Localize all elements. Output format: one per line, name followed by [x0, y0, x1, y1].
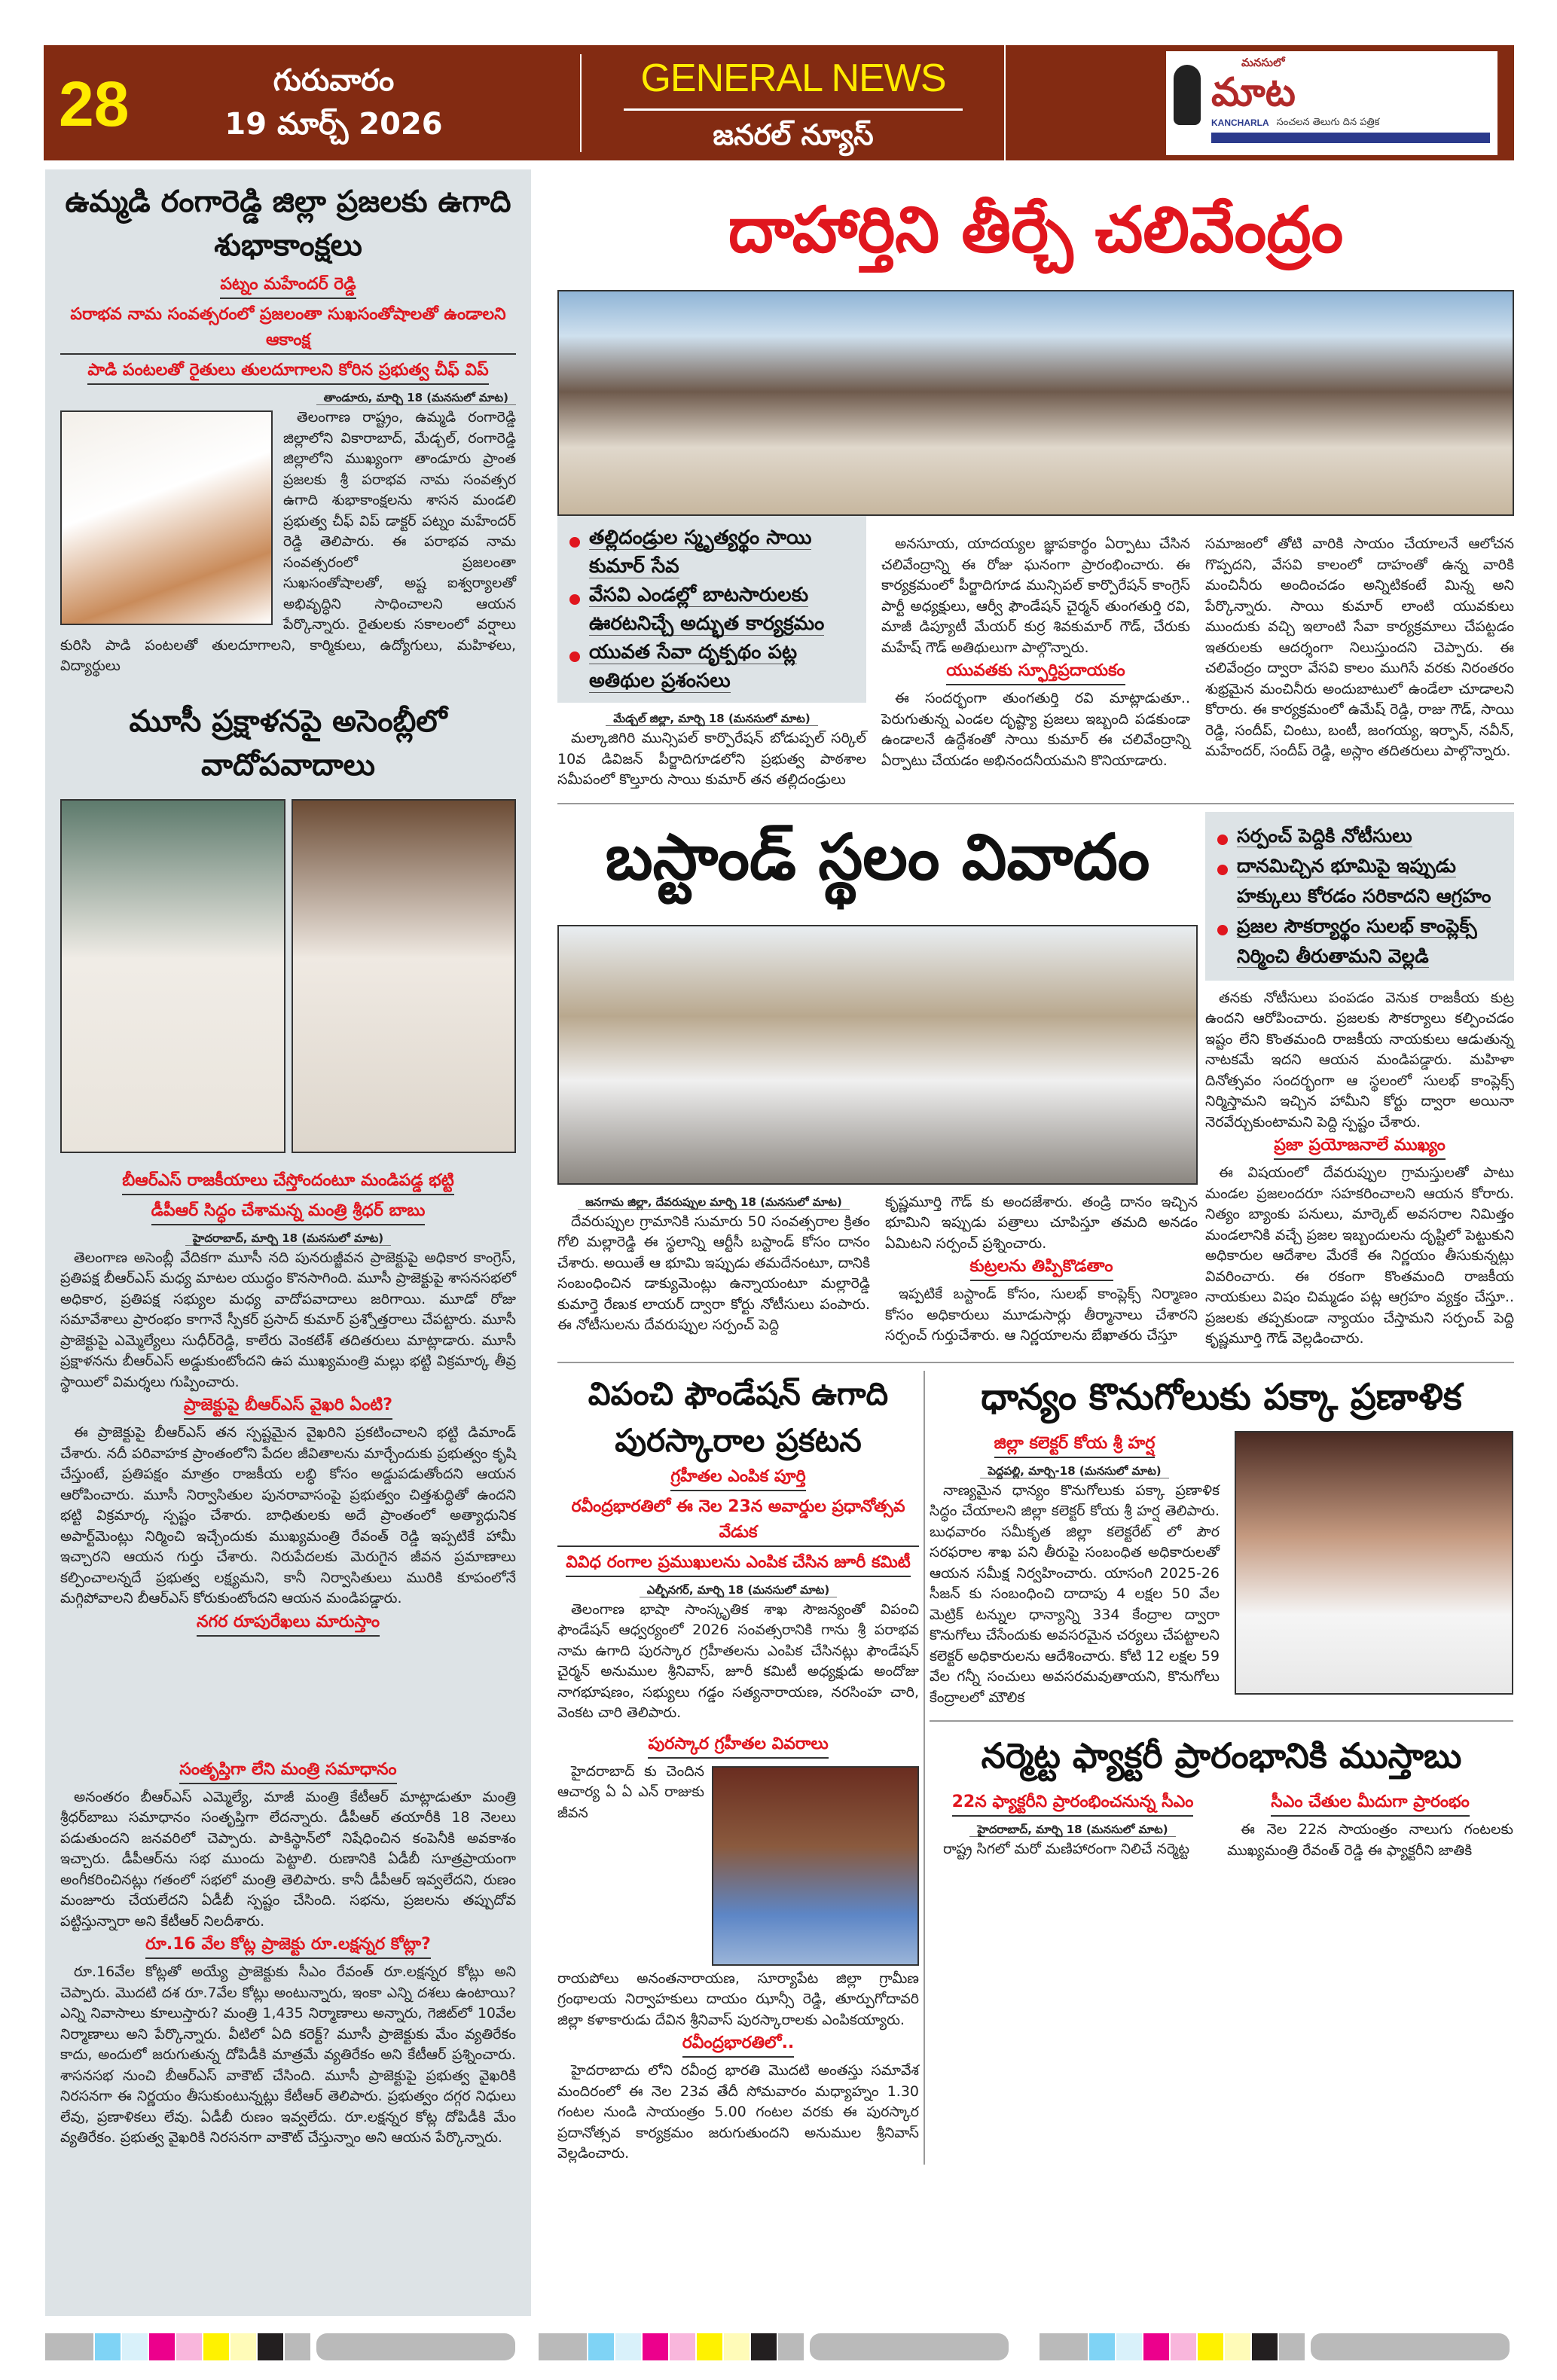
- article-body: అనంతరం బీఆర్ఎస్ ఎమ్మెల్యే, మాజీ మంత్రి కేటీఆర్ మాట్లాడుతూ మంత్రి శ్రీధర్‌బాబు సమాధానం సంతృప్తిగా లేదన్నారు. డీపీఆర్ తయారీకి 18 నెలలు పడుతుందని జనవరిలో చెప్పారు. పాకిస్థాన్‌లో నిషేధించిన కంపెనీకి అవకాశం ఇచ్చారు. డీపీఆర్‌ను సభ ముందు పెట్టాలి. రుణానికి ఏడీబీ సూత్రప్రాయంగా అంగీకరించినట్లు గతంలో సభలో మంత్రి తెలిపారు. కానీ డీపీఆర్ ఇవ్వలేదని, రుణం మంజూరు చేయలేదని ఏడీబీ స్పష్టం చేసింది. సభను, ప్రజలను తప్పుదోవ పట్టిస్తున్నారా అని కేటీఆర్ నిలదీశారు.: [60, 1788, 516, 1930]
- subheadline: ప్రజా ప్రయోజనాలే ముఖ్యం: [1274, 1133, 1446, 1160]
- article-body: ఈ విషయంలో దేవరుప్పుల గ్రామస్తులతో పాటు మండల ప్రజలందరూ సహకరించాలని ఆయన కోరారు. నిత్యం బ్యాంకు పనులు, మార్కెట్ అవసరాల నిమిత్తం మండలానికి వచ్చే ప్రజల ఇబ్బందులను దృష్టిలో పెట్టుకుని అధికారుల ఆదేశాల మేరకే ఈ నిర్ణయం తీసుకున్నట్లు వివరించారు. ఈ రకంగా కొంతమంది రాజకీయ నాయకులు విషం చిమ్మడం పట్ల ఆగ్రహం వ్యక్తం చేస్తూ.. ప్రజలకు తప్పకుండా న్యాయం చేస్తామని సర్పంచ్ పెద్ది కృష్ణమూర్తి గౌడ్ వెల్లడించారు.: [1205, 1164, 1514, 1347]
- highlight-item: తల్లిదండ్రుల స్మృత్యర్థం సాయి కుమార్ సేవ: [565, 523, 859, 581]
- highlight-item: దానమిచ్చిన భూమిపై ఇప్పుడు హక్కులు కోరడం సరికాదని ఆగ్రహం: [1213, 851, 1507, 911]
- article-vipanchi: [557, 1371, 919, 2165]
- headline-narmetta: నర్మెట్ట ఫ్యాక్టరీ ప్రారంభానికి ముస్తాబు: [981, 1735, 1462, 1776]
- article-musi-assembly: [60, 700, 516, 2149]
- dhanyam-text: [930, 1431, 1220, 1709]
- logo-brand: KANCHARLA: [1211, 117, 1269, 128]
- bottom-section: [557, 1371, 1514, 2165]
- subheadline: పురస్కార గ్రహీతల వివరాలు: [648, 1732, 828, 1759]
- highlight-item: యువత సేవా దృక్పథం పట్ల అతిథుల ప్రశంసలు: [565, 638, 859, 695]
- color-swatch: [203, 2333, 229, 2360]
- divider: [924, 1371, 925, 2165]
- color-swatch: [45, 2333, 93, 2360]
- divider: [930, 1720, 1513, 1722]
- subheadline: రవీంద్రభారతిలో..: [682, 2031, 795, 2058]
- article-body: రాష్ట్ర సిగలో మరో మణిహారంగా నిలిచే నర్మెట్ట: [943, 1841, 1189, 1857]
- article-body: రాయపోలు అనంతనారాయణ, సూర్యాపేట జిల్లా గ్రామీణ గ్రంథాలయ నిర్వాహకులు దాయం ఝాన్సీ రెడ్డి, తూర్పుగోదావరి జిల్లా కళాకారుడు దేవిన శ్రీనివాస్ పురస్కారాలకు ఎంపికయ్యారు.: [557, 1970, 919, 2028]
- article-body: కృష్ణమూర్తి గౌడ్ కు అందజేశారు. తండ్రి దానం ఇచ్చిన భూమిని ఇప్పుడు పత్రాలు చూపిస్తూ తమది అనడం ఏమిటని సర్పంచ్ ప్రశ్నించారు.: [885, 1193, 1198, 1252]
- subheadline: సీఎం చేతుల మీదుగా ప్రారంభం: [1271, 1790, 1469, 1817]
- subheadline: గ్రహీతల ఎంపిక పూర్తి: [670, 1464, 805, 1491]
- article-body: సమాజంలో తోటి వారికి సాయం చేయాలనే ఆలోచన గొప్పదని, వేసవి కాలంలో దాహంతో ఉన్న వారికి మంచినీరు అందించడం అన్నిటికంటే మిన్న అని పేర్కొన్నారు. సాయి కుమార్ లాంటి యువకులు ముందుకు వచ్చి ఇలాంటి సేవా కార్యక్రమాలు చేపట్టడం ఇతరులకు ఆదర్శంగా నిలుస్తుందని చెప్పారు. ఈ చలివేంద్రం ద్వారా వేసవి కాలం ముగిసే వరకు నిరంతరం శుభ్రమైన మంచినీరు అందుబాటులో ఉండేలా చూడాలని కోరారు. ఈ కార్యక్రమంలో ఉమేష్ రెడ్డి, రాజు గౌడ్, సాయి రెడ్డి, సందీప్, చింటు, బంటీ, జంగయ్య, ఇర్ఫాన్, నవీన్, మహేందర్, సందీప్ రెడ్డి, అస్లాం తదితరులు పాల్గొన్నారు.: [1205, 536, 1514, 759]
- article-body: తెలంగాణ రాష్ట్రం, ఉమ్మడి రంగారెడ్డి జిల్లాలోని వికారాబాద్, మేడ్చల్, రంగారెడ్డి జిల్లాలోని ముఖ్యంగా తాండూరు ప్రాంత ప్రజలకు శ్రీ పరాభవ నామ సంవత్సర ఉగాది శుభాకాంక్షలను శాసన మండలి ప్రభుత్వ చీఫ్ విప్ డాక్టర్ పట్నం మహేందర్ రెడ్డి తెలిపారు. ఈ పరాభవ నామ సంవత్సరంలో ప్రజలంతా సుఖసంతోషాలతో, అష్ట ఐశ్వర్యాలతో అభివృద్ధిని సాధించాలని ఆయన పేర్కొన్నారు. రైతులకు సకాలంలో వర్షాలు కురిసి పాడి పంటలతో తులదూగాలని, కార్మికులు, ఉద్యోగులు, మహిళలు, విద్యార్థులు: [60, 409, 516, 674]
- color-swatch: [615, 2333, 641, 2360]
- article-body: తనకు నోటీసులు పంపడం వెనుక రాజకీయ కుట్ర ఉందని ఆరోపించారు. ప్రజలకు సౌకర్యాలు కల్పించడం ఇష్టం లేని కొంతమంది రాజకీయ నాయకులు ఆడుతున్న నాటకమే ఇదని ఆయన మండిపడ్డారు. మహిళా దినోత్సవం సందర్భంగా ఆ స్థలంలో సులభ్ కాంప్లెక్స్ నిర్మిస్తామని ఇచ్చిన హామీని కోర్టు ద్వారా అయినా నెరవేర్చుకుంటామని పెద్ది స్పష్టం చేశారు.: [1205, 989, 1514, 1130]
- subheadline: పరాభవ నామ సంవత్సరంలో ప్రజలంతా సుఖసంతోషాలతో ఉండాలని ఆకాంక్ష: [60, 302, 516, 355]
- subheadline: ప్రాజెక్టుపై బీఆర్ఎస్ వైఖరి ఏంటి?: [184, 1393, 392, 1420]
- section-title-en: GENERAL NEWS: [640, 56, 946, 100]
- subheadline: సంతృప్తిగా లేని మంత్రి సమాధానం: [179, 1757, 396, 1784]
- bottom-right: [930, 1371, 1513, 2165]
- article-body-col2: [881, 516, 1190, 771]
- article-ugadi-wishes: [60, 180, 516, 677]
- main-area: [557, 188, 1514, 2165]
- logo-small-text: మనసులో: [1241, 56, 1285, 69]
- article-body-col2: [885, 1192, 1198, 1347]
- color-swatch: [1143, 2333, 1169, 2360]
- headline: ఉమ్మడి రంగారెడ్డి జిల్లా ప్రజలకు ఉగాది శుభాకాంక్షలు: [65, 185, 511, 263]
- color-swatch: [230, 2333, 256, 2360]
- logo-bar: [1211, 133, 1490, 143]
- bustand-main: [557, 812, 1198, 1347]
- article-body: ఈ ప్రాజెక్టుపై బీఆర్ఎస్ తన స్పష్టమైన వైఖరిని ప్రకటించాలని భట్టి డిమాండ్ చేశారు. నదీ పరివాహక ప్రాంతంలోని పేదల జీవితాలను మార్చేందుకు ప్రభుత్వం కృషి చేస్తుంటే, ప్రతిపక్షం మాత్రం రాజకీయ లబ్ధి కోసం అడ్డుపడుతోందని ఆయన ఆరోపించారు. మూసీ నిర్వాసితుల పునరావాసంపై ప్రభుత్వం చిత్తశుద్ధితో ఉందని భట్టి విక్రమార్క స్పష్టం చేశారు. బాధితులకు అదే ప్రాంతంలో అత్యాధునిక అపార్ట్‌మెంట్లు నిర్మించి ఇచ్చేందుకు ముఖ్యమంత్రి రేవంత్ రెడ్డి ఇప్పటికే హామీ ఇచ్చారని ఆయన గుర్తు చేశారు. నిరుపేదలకు మెరుగైన జీవన ప్రమాణాలు కల్పించాలన్నదే ప్రభుత్వ లక్ష్యమని, కానీ నిర్వాసితులు మురికి కూపంలోనే మగ్గిపోవాలని బీఆర్ఎస్ కోరుకుంటోందని ఆయన మండిపడ్డారు.: [60, 1424, 516, 1606]
- article-dhanyam: [930, 1431, 1513, 1709]
- color-swatch: [285, 2333, 310, 2360]
- article-body: హైదరాబాద్ కు చెందిన ఆచార్య ఏ ఏ ఎన్ రాజుకు జీవన: [557, 1762, 704, 1821]
- divider: [557, 803, 1514, 804]
- section-title-te: జనరల్ న్యూస్: [713, 118, 874, 151]
- photo-bustand-site: [557, 925, 1198, 1185]
- color-swatch: [1040, 2333, 1088, 2360]
- highlight-item: ప్రజల సౌకర్యార్థం సులభ్ కాంప్లెక్స్ నిర్మించి తీరుతామని వెల్లడి: [1213, 911, 1507, 972]
- gray-pill: [1311, 2333, 1510, 2360]
- article-body: దేవరుప్పుల గ్రామానికి సుమారు 50 సంవత్సరాల క్రితం గోలి మల్లారెడ్డి ఈ స్థలాన్ని ఆర్టీసీ బస్టాండ్ కోసం దానం చేశారు. అయితే ఆ భూమి ఇప్పుడు తమదేనంటూ, దానికి సంబంధించిన డాక్యుమెంట్లు ఉన్నాయంటూ మల్లారెడ్డి కుమార్తె రేణుక లాయర్ ద్వారా కోర్టు నోటీసులు పంపారు. ఈ నోటీసులను దేవరుప్పుల సర్పంచ్ పెద్ది: [557, 1213, 870, 1333]
- photo-chalivendram-group: [557, 290, 1514, 516]
- color-swatch: [724, 2333, 749, 2360]
- subheadline: పట్నం మహేందర్ రెడ్డి: [220, 272, 356, 299]
- article-body: తెలంగాణ అసెంబ్లీ వేదికగా మూసీ నది పునరుజ్జీవన ప్రాజెక్టుపై అధికార కాంగ్రెస్, ప్రతిపక్ష బీఆర్ఎస్ మధ్య మాటల యుద్ధం కొనసాగింది. మూసీ ప్రాజెక్టుపై శాసనసభలో అధికార, ప్రతిపక్ష సభ్యుల మధ్య వాదోపవాదాలు జరిగాయి. మూడో రోజు సమావేశాలు ప్రారంభం కాగానే స్పీకర్ ప్రసాద్ కుమార్ ప్రశ్నోత్తరాలు చేపట్టారు. మూసీ ప్రాజెక్టుపై ఎమ్మెల్యేలు సుధీర్‌రెడ్డి, కాలేరు వెంకటేశ్ తదితరులు మాట్లాడారు. మూసీ ప్రక్షాళనను బీఆర్ఎస్ అడ్డుకుంటోందని ఉప ముఖ్యమంత్రి మల్లు భట్టి విక్రమార్క తీవ్ర స్థాయిలో విమర్శలు గుప్పించారు.: [60, 1249, 516, 1390]
- masthead-bar: [44, 45, 1514, 160]
- issue-date: [202, 59, 466, 146]
- logo-tagline: సంచలన తెలుగు దిన పత్రిక: [1276, 117, 1380, 128]
- article-narmetta-col1: [930, 1790, 1216, 1860]
- article-chalivendram: [557, 188, 1514, 791]
- dateline: పెద్దపల్లి, మార్చి-18 (మనసులో మాట): [930, 1461, 1220, 1481]
- subheadline: కుట్రలను తిప్పికొడతాం: [970, 1254, 1113, 1281]
- dateline: హైదరాబాద్, మార్చి 18 (మనసులో మాట): [60, 1228, 516, 1248]
- subheadline: డీపీఆర్ సిద్ధం చేశామన్న మంత్రి శ్రీధర్ బాబు: [151, 1198, 426, 1225]
- highlights-box: [557, 516, 866, 703]
- article-narmetta-col2: [1227, 1790, 1513, 1861]
- gray-pill: [316, 2333, 515, 2360]
- dateline: ఎల్బీనగర్, మార్చి 18 (మనసులో మాట): [557, 1580, 919, 1600]
- photo-collector: [1235, 1431, 1513, 1695]
- headline-chalivendram: దాహార్తిని తీర్చే చలివేంద్రం: [728, 193, 1344, 267]
- color-swatch: [751, 2333, 777, 2360]
- subheadline: జిల్లా కలెక్టర్ కోయ శ్రీ హర్ష: [994, 1431, 1156, 1458]
- color-swatch: [1171, 2333, 1196, 2360]
- headline-bustand: బస్టాండ్ స్థలం వివాదం: [605, 819, 1150, 894]
- subheadline: 22న ఫ్యాక్టరీని ప్రారంభించనున్న సీఎం: [952, 1790, 1194, 1817]
- subheadline: పాడి పంటలతో రైతులు తులదూగాలని కోరిన ప్రభుత్వ చీఫ్ విప్: [87, 358, 488, 385]
- photo-awardee: [712, 1766, 919, 1966]
- article-body: నాణ్యమైన ధాన్యం కొనుగోలుకు పక్కా ప్రణాళిక సిద్ధం చేయాలని జిల్లా కలెక్టర్ కోయ శ్రీ హర్ష తెలిపారు. బుధవారం సమీకృత జిల్లా కలెక్టరేట్ లో పౌర సరఫరాల శాఖ పని తీరుపై సంబంధిత అధికారులతో ఆయన సమీక్ష నిర్వహించారు. యాసంగి 2025-26 సీజన్ కు సంబంధించి దాదాపు 4 లక్షల 50 వేల మెట్రిక్ టన్నుల ధాన్యాన్ని 334 కేంద్రాల ద్వారా కొనుగోలు చేసేందుకు అవసరమైన చర్యలు చేపట్టాలని కలెక్టర్ అధికారులను ఆదేశించారు. కోటి 12 లక్షల 59 వేల గన్నీ సంచులు అవసరమవుతాయని, కొనుగోలు కేంద్రాలలో మౌలిక: [930, 1481, 1220, 1706]
- day-label: గురువారం: [273, 63, 395, 98]
- subheadline: వివిధ రంగాల ప్రముఖులను ఎంపిక చేసిన జూరీ కమిటీ: [566, 1550, 910, 1577]
- article-narmetta: [930, 1790, 1513, 1861]
- color-swatch: [258, 2333, 283, 2360]
- color-swatch: [670, 2333, 695, 2360]
- article-body: ఇప్పటికే బస్టాండ్ కోసం, సులభ్ కాంప్లెక్స్ నిర్మాణం కోసం అధికారులు మూడుసార్లు తీర్మానాలు చేశారని సర్పంచ్ గుర్తుచేశారు. ఆ నిర్ణయాలను బేఖాతరు చేస్తూ: [885, 1286, 1198, 1344]
- portrait-icon: [1174, 65, 1201, 125]
- highlight-item: వేసవి ఎండల్లో బాటసారులకు ఊరటనిచ్చే అద్భుత కార్యక్రమం: [565, 581, 859, 638]
- color-swatch: [1089, 2333, 1115, 2360]
- subheadline: రవీంద్రభారతిలో ఈ నెల 23న అవార్డుల ప్రధానోత్సవ వేడుక: [557, 1494, 919, 1547]
- article-body: హైదరాబాదు లోని రవీంద్ర భారతి మొదటి అంతస్తు సమావేశ మందిరంలో ఈ నెల 23వ తేదీ సోమవారం మధ్యాహ్నం 1.30 గంటల నుండి సాయంత్రం 5.00 గంటల వరకు ఈ పురస్కార ప్రదానోత్సవ కార్యక్రమం జరుగుతుందని అనుముల శ్రీనివాస్ వెల్లడించారు.: [557, 2062, 919, 2162]
- color-swatch: [1252, 2333, 1278, 2360]
- photo-mahender-reddy: [60, 410, 273, 625]
- color-swatch: [1198, 2333, 1223, 2360]
- logo-bottom-row: [1211, 116, 1490, 130]
- divider: [580, 54, 582, 152]
- article-body-right: [1205, 812, 1514, 1350]
- logo-title: మాట: [1211, 70, 1296, 115]
- color-swatch: [1279, 2333, 1305, 2360]
- section-title: [582, 54, 1004, 159]
- color-swatch: [778, 2333, 804, 2360]
- article-body: తెలంగాణ భాషా సాంస్కృతిక శాఖ సౌజన్యంతో విపంచి ఫౌండేషన్ ఆధ్వర్యంలో 2026 సంవత్సరానికి గాను శ్రీ పరాభవ నామ ఉగాది పురస్కార గ్రహీతలను ఎంపిక చేసినట్లు ఫౌండేషన్ చైర్మన్ అనుముల శ్రీనివాస్, జూరీ కమిటీ అధ్యక్షుడు అందోజు నాగభూషణం, సభ్యులు గడ్డం సత్యనారాయణ, నరసింహ చారి, వెంకట చారి తెలిపారు.: [557, 1600, 919, 1721]
- color-swatch: [95, 2333, 121, 2360]
- divider: [557, 1362, 1514, 1363]
- color-swatch: [122, 2333, 148, 2360]
- divider: [624, 108, 963, 111]
- dateline: జనగామ జిల్లా, దేవరుప్పుల మార్చి 18 (మనసులో మాట): [557, 1192, 870, 1212]
- dateline: తాండూరు, మార్చి 18 (మనసులో మాట): [60, 388, 516, 407]
- article-body: ఈ సందర్భంగా తుంగతుర్తి రవి మాట్లాడుతూ.. పెరుగుతున్న ఎండల దృష్ట్యా ప్రజలు ఇబ్బంది పడకుండా ఉండాలనే ఉద్దేశంతో సాయి కుమార్ ఈ చలివేంద్రాన్ని ఏర్పాటు చేయడం అభినందనీయమని కొనియాడారు.: [881, 690, 1190, 769]
- color-swatch: [1116, 2333, 1142, 2360]
- article-body-col1: [557, 1192, 870, 1336]
- headline-dhanyam: ధాన్యం కొనుగోలుకు పక్కా ప్రణాళిక: [981, 1375, 1462, 1418]
- date-label: 19 మార్చ్ 2026: [224, 107, 443, 142]
- article-body: ఈ నెల 22న సాయంత్రం నాలుగు గంటలకు ముఖ్యమంత్రి రేవంత్ రెడ్డి ఈ ఫ్యాక్టరీని జాతికి: [1227, 1821, 1513, 1859]
- color-swatch: [588, 2333, 614, 2360]
- article-bustand: [557, 812, 1514, 1350]
- headline: మూసీ ప్రక్షాళనపై అసెంబ్లీలో వాదోపవాదాలు: [129, 703, 447, 783]
- subheadline: యువతకు స్ఫూర్తిప్రదాయకం: [946, 658, 1125, 685]
- divider: [1004, 45, 1006, 160]
- color-swatch: [1225, 2333, 1250, 2360]
- left-column: [45, 169, 531, 2316]
- article-body: మల్కాజిగిరి మున్సిపల్ కార్పొరేషన్ బోడుప్పల్ సర్కిల్ 10వ డివిజన్ పీర్జాదిగూడలోని ప్రభుత్వ పాఠశాల సమీపంలో కొల్తూరు సాయి కుమార్ తన తల్లిదండ్రులు: [557, 730, 866, 788]
- dateline: మేడ్చల్ జిల్లా, మార్చి 18 (మనసులో మాట): [557, 709, 866, 728]
- color-swatch: [643, 2333, 668, 2360]
- highlights-box: [1205, 812, 1514, 981]
- subheadline: రూ.16 వేల కోట్ల ప్రాజెక్టు రూ.లక్షన్నర కోట్లా?: [145, 1932, 431, 1959]
- subheadline: నగర రూపురేఖలు మారుస్తాం: [197, 1610, 380, 1637]
- article-body-col1: [557, 516, 866, 791]
- article-body-col3: [1205, 516, 1514, 762]
- highlight-item: సర్పంచ్ పెద్దికి నోటీసులు: [1213, 821, 1507, 851]
- article-body: అనసూయ, యాదయ్యల జ్ఞాపకార్థం ఏర్పాటు చేసిన చలివేంద్రాన్ని ఈ రోజు ఘనంగా ప్రారంభించారు. ఈ కార్యక్రమంలో పీర్జాదిగూడ మున్సిపల్ కార్పొరేషన్ కాంగ్రెస్ పార్టీ అధ్యక్షులు, ఆర్వీ ఫౌండేషన్ చైర్మన్ తుంగతుర్తి రవి, మాజీ డిప్యూటీ మేయర్ కుర్ర శివకుమార్ గౌడ్, చేరుకు మహేష్ గౌడ్ అతిథులుగా పాల్గొన్నారు.: [881, 536, 1190, 656]
- color-swatch: [149, 2333, 175, 2360]
- newspaper-logo: [1166, 51, 1497, 155]
- page-number: 28: [59, 69, 130, 139]
- gray-pill: [810, 2333, 1009, 2360]
- headline: విపంచి ఫౌండేషన్ ఉగాది పురస్కారాల ప్రకటన: [588, 1375, 889, 1459]
- photo-bhatti: [60, 799, 285, 1153]
- color-swatch: [539, 2333, 587, 2360]
- color-swatch: [176, 2333, 202, 2360]
- article-body: రూ.16వేల కోట్లతో అయ్యే ప్రాజెక్టుకు సీఎం రేవంత్ రూ.లక్షన్నర కోట్లు అని చెప్పారు. మొదటి దశ రూ.7వేల కోట్లు అంటున్నారు, ఇంకా ఎన్ని దశలు ఉంటాయి? ఎన్ని నివాసాలు కూలుస్తారు? మంత్రి 1,435 నిర్మాణాలు అన్నారు, గెజిట్‌లో 10వేల నిర్మాణాలు అని పేర్కొన్నారు. వీటిలో ఏది కరెక్ట్? మూసీ ప్రాజెక్టుకు మేం వ్యతిరేకం కాదు, అందులో జరుగుతున్న దోపిడీకి మాత్రమే వ్యతిరేకం అని కేటీఆర్ ప్రశ్నించారు. శాసనసభ నుంచి బీఆర్ఎస్ వాకౌట్ చేసింది. మూసీ ప్రాజెక్టుపై ప్రభుత్వ వైఖరికి నిరసనగా ఈ నిర్ణయం తీసుకుంటున్నట్లు కేటీఆర్ తెలిపారు. ప్రభుత్వం దగ్గర నిధులు లేవు, ప్రణాళికలు లేవు. ఏడీబీ రుణం ఇవ్వలేదు. రూ.లక్షన్నర కోట్ల దోపిడీకి మేం వ్యతిరేకం. ప్రభుత్వ వైఖరికి నిరసనగా వాకౌట్ చేస్తున్నాం అని ఆయన పేర్కొన్నారు.: [60, 1964, 516, 2146]
- dateline: హైదరాబాద్, మార్చి 18 (మనసులో మాట): [930, 1820, 1216, 1839]
- subheadline: బీఆర్ఎస్ రాజకీయాలు చేస్తోందంటూ మండిపడ్డ భట్టి: [122, 1168, 454, 1195]
- logo-text-block: [1211, 56, 1490, 151]
- photo-sridhar-babu: [292, 799, 517, 1153]
- print-color-bar: [0, 2333, 1557, 2360]
- color-swatch: [697, 2333, 722, 2360]
